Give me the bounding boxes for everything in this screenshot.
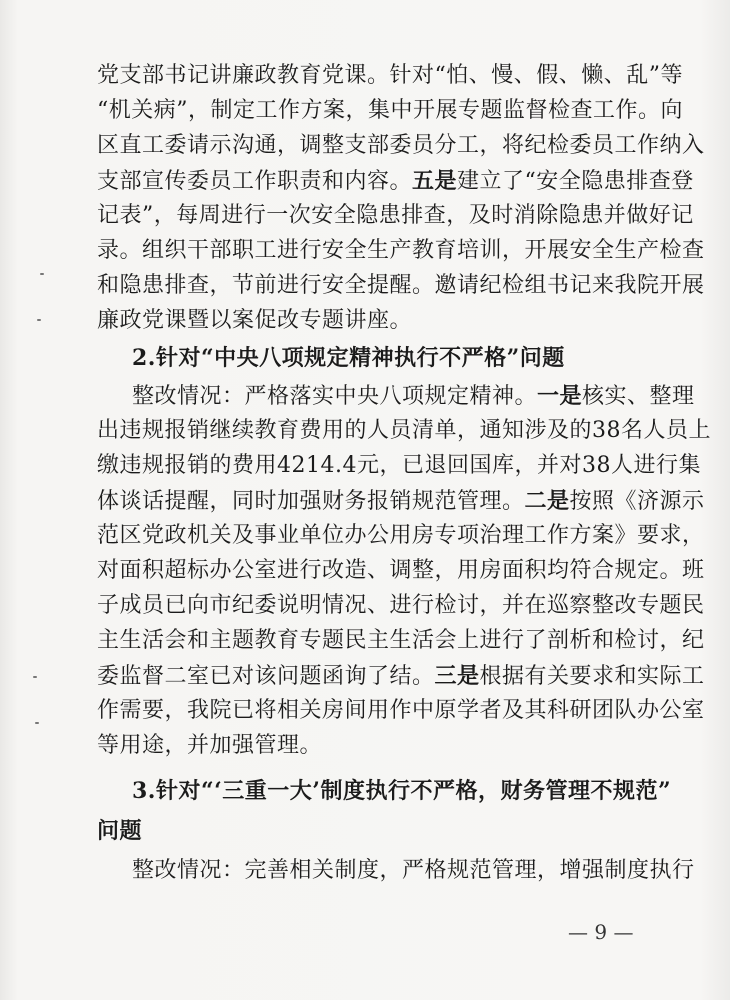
text-line-3: 区直工委请示沟通，调整支部委员分工，将纪检委员工作纳入 bbox=[97, 133, 705, 158]
section-heading-2: 2.针对“中央八项规定精神执行不严格”问题 bbox=[132, 345, 565, 371]
text-line-19: 等用途，并加强管理。 bbox=[97, 733, 323, 758]
scan-mark bbox=[33, 676, 37, 678]
text-line-17: 委监督二室已对该问题函询了结。三是根据有关要求和实际工 bbox=[97, 663, 705, 689]
text-line-13: 范区党政机关及事业单位办公用房专项治理工作方案》要求， bbox=[97, 523, 705, 548]
bold-marker-2: 二是 bbox=[524, 488, 570, 514]
text-line-5: 记表”，每周进行一次安全隐患排查，及时消除隐患并做好记 bbox=[97, 203, 694, 228]
text-line-20: 整改情况：完善相关制度，严格规范管理，增强制度执行 bbox=[132, 858, 695, 883]
bold-marker-3: 三是 bbox=[434, 663, 480, 689]
text-line-12: 体谈话提醒，同时加强财务报销规范管理。二是按照《济源示 bbox=[97, 488, 705, 514]
text-line-16: 主生活会和主题教育专题民主生活会上进行了剖析和检讨，纪 bbox=[97, 628, 705, 653]
text-line-7: 和隐患排查，节前进行安全提醒。邀请纪检组书记来我院开展 bbox=[97, 273, 705, 298]
text-line-8: 廉政党课暨以案促改专题讲座。 bbox=[97, 308, 413, 333]
scan-mark bbox=[35, 722, 39, 724]
text-line-15: 子成员已向市纪委说明情况、进行检讨，并在巡察整改专题民 bbox=[97, 593, 705, 618]
section-heading-3-cont: 问题 bbox=[97, 818, 143, 844]
text-line-11: 缴违规报销的费用4214.4元，已退回国库，并对38人进行集 bbox=[97, 453, 701, 478]
section-heading-3: 3.针对“‘三重一大’制度执行不严格，财务管理不规范” bbox=[132, 778, 672, 804]
text-line-1: 党支部书记讲廉政教育党课。针对“怕、慢、假、懒、乱”等 bbox=[97, 63, 683, 88]
page-number: — 9 — bbox=[568, 920, 634, 944]
bold-marker-1: 一是 bbox=[537, 383, 583, 409]
bold-marker-5: 五是 bbox=[412, 168, 458, 194]
scan-mark bbox=[40, 273, 44, 275]
text-line-4: 支部宣传委员工作职责和内容。五是建立了“安全隐患排查登 bbox=[97, 168, 694, 194]
scan-mark bbox=[37, 319, 41, 321]
text-line-18: 作需要，我院已将相关房间用作中原学者及其科研团队办公室 bbox=[97, 698, 705, 723]
text-line-14: 对面积超标办公室进行改造、调整，用房面积均符合规定。班 bbox=[97, 558, 705, 583]
text-line-9: 整改情况：严格落实中央八项规定精神。一是核实、整理 bbox=[132, 383, 695, 409]
text-line-6: 录。组织干部职工进行安全生产教育培训，开展安全生产检查 bbox=[97, 238, 705, 263]
text-line-2: “机关病”，制定工作方案，集中开展专题监督检查工作。向 bbox=[97, 98, 683, 123]
text-line-10: 出违规报销继续教育费用的人员清单，通知涉及的38名人员上 bbox=[97, 418, 711, 443]
